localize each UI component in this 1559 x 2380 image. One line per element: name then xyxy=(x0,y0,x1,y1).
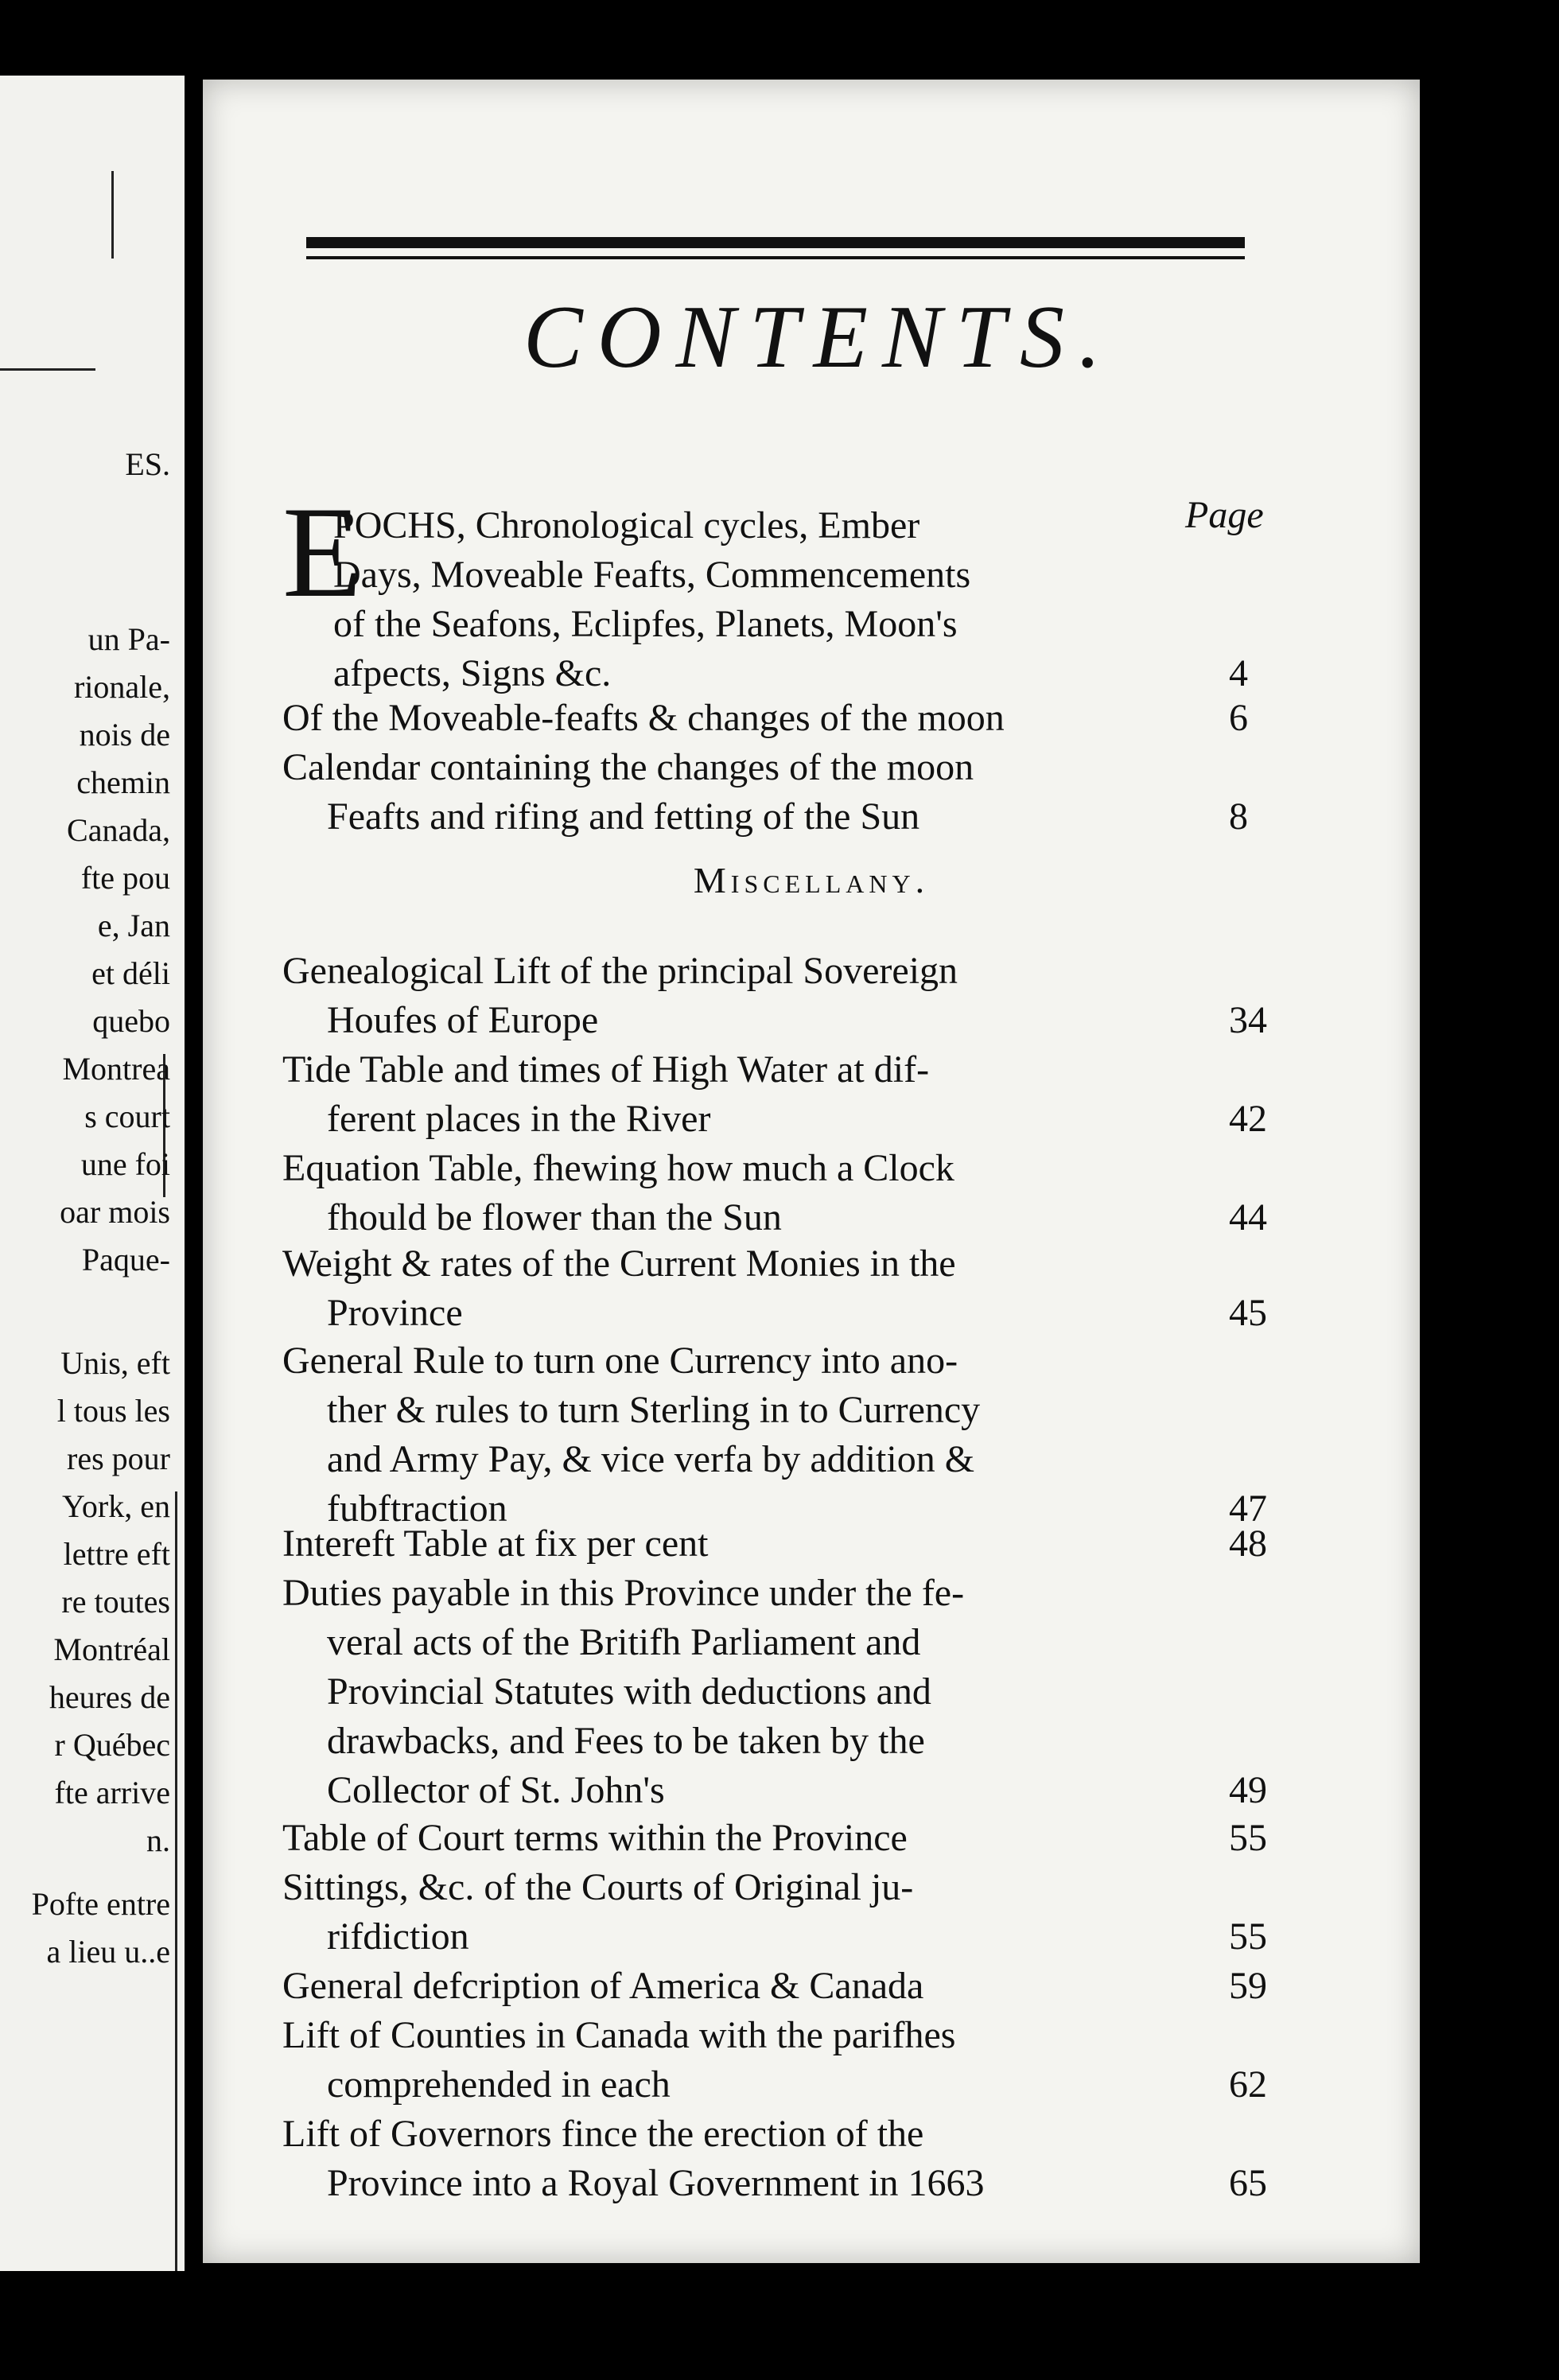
toc-entry xyxy=(282,947,1285,1045)
toc-entry-line: veral acts of the Britifh Parliament and xyxy=(327,1621,921,1663)
toc-entry-line: rifdiction xyxy=(327,1915,469,1958)
toc-entry xyxy=(282,1962,1285,2011)
toc-entry-line: afpects, Signs &c. xyxy=(333,652,612,694)
toc-entry-line: General Rule to turn one Currency into ano- xyxy=(282,1340,958,1382)
page-column-label: Page xyxy=(1185,494,1264,536)
facing-page-text: Montrea xyxy=(62,1051,170,1087)
toc-page-number: 44 xyxy=(1229,1196,1267,1239)
toc-entry-line: Lift of Governors fince the erection of the xyxy=(282,2113,924,2155)
toc-entry-line: Calendar containing the changes of the moon xyxy=(282,746,974,788)
facing-page-text: oar mois xyxy=(60,1194,170,1230)
toc-page-number: 49 xyxy=(1229,1769,1267,1811)
toc-page-number: 47 xyxy=(1229,1488,1267,1530)
toc-entry-line: Collector of St. John's xyxy=(327,1769,665,1811)
toc-entry-line: Province into a Royal Government in 1663 xyxy=(327,2162,985,2204)
toc-entry-line: drawbacks, and Fees to be taken by the xyxy=(327,1720,925,1762)
section-heading: Miscellany. xyxy=(693,860,930,900)
toc-entry xyxy=(282,1519,1285,1569)
toc-entry xyxy=(282,1144,1285,1242)
toc-entry-line: Days, Moveable Feafts, Commencements xyxy=(333,554,971,596)
facing-page-text: lettre eft xyxy=(63,1536,170,1572)
facing-page-text: l tous les xyxy=(56,1393,170,1429)
facing-page-text: Pofte entre xyxy=(31,1886,170,1922)
contents-page xyxy=(203,80,1420,2263)
toc-entry-line: Feafts and rifing and fetting of the Sun xyxy=(327,795,920,838)
toc-page-number: 34 xyxy=(1229,999,1267,1041)
facing-page-text: une foi xyxy=(80,1146,170,1182)
facing-page-text: heures de xyxy=(49,1679,170,1715)
facing-page-text: ES. xyxy=(125,446,170,482)
facing-page-rule xyxy=(0,368,95,371)
toc-page-number: 55 xyxy=(1229,1915,1267,1958)
facing-page-text: et déli xyxy=(91,955,170,991)
toc-entry-line: Sittings, &c. of the Courts of Original ju- xyxy=(282,1866,914,1908)
toc-entry-line: Houfes of Europe xyxy=(327,999,599,1041)
facing-page-text: Paque- xyxy=(81,1242,170,1278)
facing-page-text: s court xyxy=(84,1099,170,1134)
toc-entry-line: fhould be flower than the Sun xyxy=(327,1196,782,1239)
toc-entry-line: Weight & rates of the Current Monies in the xyxy=(282,1242,956,1285)
toc-entry-line: POCHS, Chronological cycles, Ember xyxy=(333,504,920,546)
toc-page-number: 65 xyxy=(1229,2162,1267,2204)
toc-entry-line: fubftraction xyxy=(327,1488,507,1530)
facing-page-text: fte pou xyxy=(80,860,170,896)
toc-entry-line: comprehended in each xyxy=(327,2063,671,2106)
facing-page-mark xyxy=(175,1491,177,2271)
facing-page-text: un Pa- xyxy=(87,621,170,657)
toc-entry xyxy=(282,1863,1285,1962)
facing-page-text: chemin xyxy=(76,764,170,800)
toc-page-number: 48 xyxy=(1229,1522,1267,1565)
toc-entry-line: Duties payable in this Province under the fe- xyxy=(282,1572,965,1614)
facing-page-text: Unis, eft xyxy=(60,1345,170,1381)
facing-page-text: quebo xyxy=(92,1003,170,1039)
toc-entry-line: Provincial Statutes with deductions and xyxy=(327,1670,931,1713)
toc-entry-line: Table of Court terms within the Province xyxy=(282,1817,908,1859)
facing-page-text: res pour xyxy=(67,1441,170,1476)
toc-entry-line: and Army Pay, & vice verfa by addition & xyxy=(327,1438,975,1480)
toc-entry xyxy=(282,2110,1285,2208)
toc-page-number: 62 xyxy=(1229,2063,1267,2106)
facing-page-text: e, Jan xyxy=(97,908,170,943)
facing-page-mark xyxy=(111,171,114,259)
toc-entry xyxy=(282,1045,1285,1144)
facing-page-text: re toutes xyxy=(61,1584,170,1620)
toc-page-number: 59 xyxy=(1229,1965,1267,2007)
drop-cap: E xyxy=(282,480,363,624)
toc-page-number: 42 xyxy=(1229,1098,1267,1140)
toc-page-number: 45 xyxy=(1229,1292,1267,1334)
toc-entry xyxy=(282,1814,1285,1863)
toc-entry xyxy=(282,1336,1285,1534)
toc-entry-line: General defcription of America & Canada xyxy=(282,1965,924,2007)
facing-page-text: r Québec xyxy=(54,1727,170,1763)
toc-entry-line: Lift of Counties in Canada with the parifhes xyxy=(282,2014,956,2056)
toc-entry xyxy=(282,501,1285,698)
toc-page-number: 6 xyxy=(1229,697,1248,739)
toc-entry-line: Of the Moveable-feafts & changes of the moon xyxy=(282,697,1005,739)
facing-page-text: fte arrive xyxy=(54,1775,170,1810)
toc-entry-line: Province xyxy=(327,1292,463,1334)
toc-entry-line: Intereft Table at fix per cent xyxy=(282,1522,709,1565)
toc-entry-line: Equation Table, fhewing how much a Clock xyxy=(282,1147,954,1189)
toc-entry-line: ferent places in the River xyxy=(327,1098,711,1140)
facing-page-text: Canada, xyxy=(67,812,170,848)
toc-entry xyxy=(282,1239,1285,1338)
toc-entry xyxy=(282,2011,1285,2110)
facing-page-text: York, en xyxy=(62,1488,170,1524)
facing-page-text: rionale, xyxy=(73,669,170,705)
facing-page-fragment xyxy=(0,76,185,2271)
toc-entry-line: ther & rules to turn Sterling in to Currency xyxy=(327,1389,981,1431)
facing-page-text: nois de xyxy=(79,717,170,752)
toc-entry xyxy=(282,1569,1285,1815)
table-of-contents xyxy=(203,80,1420,2263)
facing-page-text: Montréal xyxy=(53,1631,170,1667)
toc-page-number: 4 xyxy=(1229,652,1248,694)
toc-entry xyxy=(282,743,1285,842)
toc-page-number: 8 xyxy=(1229,795,1248,838)
toc-page-number: 55 xyxy=(1229,1817,1267,1859)
toc-entry-line: of the Seafons, Eclipfes, Planets, Moon's xyxy=(333,603,958,645)
page-title: CONTENTS. xyxy=(523,288,1115,387)
toc-entry-line: Genealogical Lift of the principal Sovereign xyxy=(282,950,958,992)
toc-entry-line: Tide Table and times of High Water at dif- xyxy=(282,1048,930,1091)
toc-entry xyxy=(282,694,1285,743)
facing-page-text: n. xyxy=(146,1822,170,1858)
facing-page-text: a lieu u..e xyxy=(46,1934,170,1970)
